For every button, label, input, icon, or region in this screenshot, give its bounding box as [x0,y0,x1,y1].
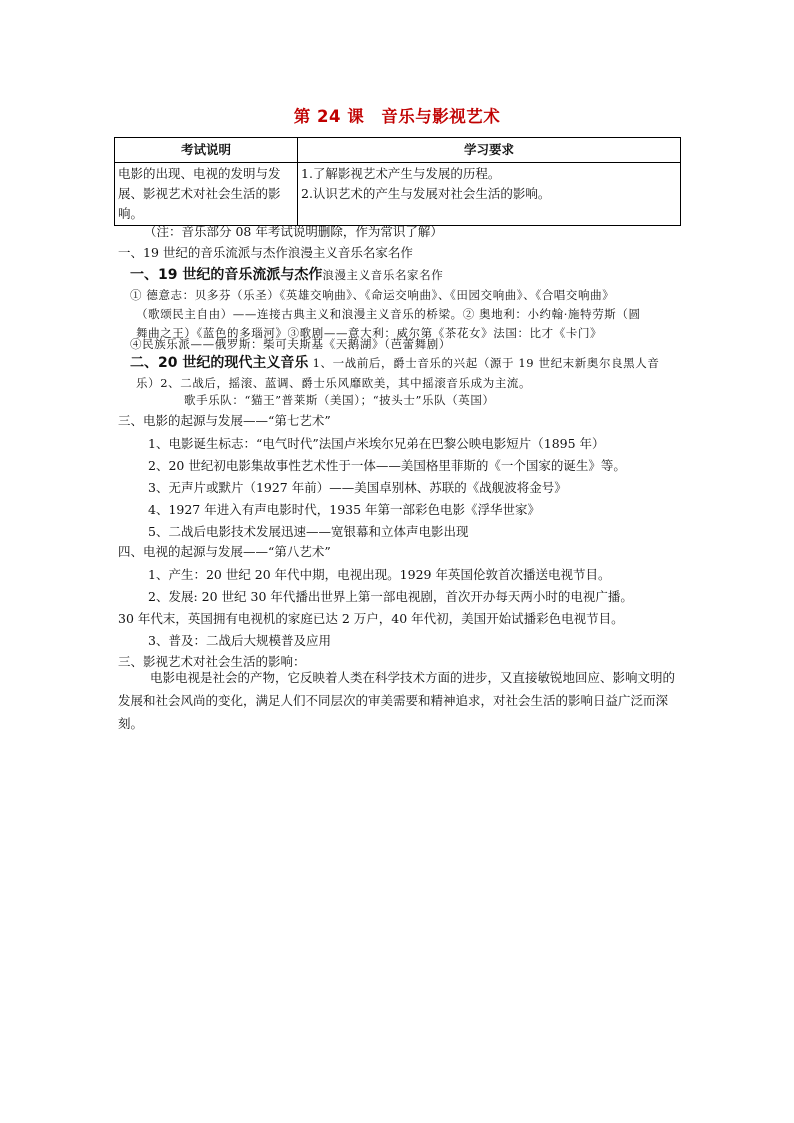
section-2-line-3: 歌手乐队：“猫王”普莱斯（美国）；“披头士”乐队（英国） [184,393,495,407]
section-3-item-1: 1、电影诞生标志：“电气时代”法国卢米埃尔兄弟在巴黎公映电影短片（1895 年） [148,436,605,451]
section-4-item-2: 2、发展: 20 世纪 30 年代播出世界上第一部电视剧，首次开办每天两小时的电视广播。 [148,589,633,604]
section-2-text-1: 1、一战前后，爵士音乐的兴起（源于 19 世纪末新奥尔良黑人音 [308,356,660,370]
lesson-title: 第 24 课 音乐与影视艺术 [293,107,501,126]
exam-description-cell: 电影的出现、电视的发明与发展、影视艺术对社会生活的影响。 [115,163,298,226]
section-1-subheading-tail: 浪漫主义音乐名家名作 [322,268,444,282]
header-exam-description: 考试说明 [115,138,298,163]
section-3-item-3: 3、无声片或默片（1927 年前）——美国卓别林、苏联的《战舰波将金号》 [148,480,567,495]
requirement-2: 2.认识艺术的产生与发展对社会生活的影响。 [301,186,551,201]
section-1-line-3: 舞曲之王）《蓝色的多瑙河》③歌剧——意大利：威尔第《茶花女》法国：比才《卡门》 [136,326,603,340]
header-study-requirements: 学习要求 [298,138,681,163]
note-text: （注：音乐部分 08 年考试说明删除，作为常识了解） [144,224,443,239]
section-3-item-2: 2、20 世纪初电影集故事性艺术性于一体——美国格里菲斯的《一个国家的诞生》等。 [148,458,626,473]
section-1-heading: 一、19 世纪的音乐流派与杰作浪漫主义音乐名家名作 [118,245,413,260]
table-row [115,163,681,226]
table-header-row [115,138,681,163]
requirement-1: 1.了解影视艺术产生与发展的历程。 [301,166,501,181]
section-5-heading: 三、影视艺术对社会生活的影响： [118,654,306,669]
section-1-subheading [130,266,443,284]
section-4-item-3: 3、普及：二战后大规模普及应用 [148,633,331,648]
section-3-heading: 三、电影的起源与发展——“第七艺术” [118,413,331,428]
section-1-line-4: ④民族乐派——俄罗斯：柴可夫斯基《天鹅湖》（芭蕾舞剧） [130,337,451,351]
section-1-line-1: ① 德意志：贝多芬（乐圣）《英雄交响曲》、《命运交响曲》、《田园交响曲》、《合唱交响曲》 [130,288,615,302]
section-5-paragraph: 电影电视是社会的产物，它反映着人类在科学技术方面的进步，又直接敏锐地回应、影响文明的发展和社会风尚的变化，满足人们不同层次的审美需要和精神追求，对社会生活的影响日益广泛而深刻。 [118,670,676,731]
section-1-subheading-main: 一、19 世纪的音乐流派与杰作 [130,267,323,283]
study-requirements-cell [298,163,681,226]
section-2-line-1 [130,354,659,372]
requirements-table [114,137,681,226]
section-2-heading: 二、20 世纪的现代主义音乐 [130,355,309,371]
section-1-line-2: （歌颂民主自由）——连接古典主义和浪漫主义音乐的桥梁。② 奥地利：小约翰·施特劳斯（圆 [136,307,641,321]
section-3-item-5: 5、二战后电影技术发展迅速——宽银幕和立体声电影出现 [148,524,469,539]
section-4-heading: 四、电视的起源与发展——“第八艺术” [118,544,331,559]
section-2-line-2: 乐）2、二战后，摇滚、蓝调、爵士乐风靡欧美，其中摇滚音乐成为主流。 [136,376,532,390]
section-4-item-2-cont: 30 年代末，英国拥有电视机的家庭已达 2 万户，40 年代初，美国开始试播彩色电视节目。 [118,611,624,626]
section-4-item-1: 1、产生：20 世纪 20 年代中期，电视出现。1929 年英国伦敦首次播送电视节目。 [148,567,611,582]
section-3-item-4: 4、1927 年进入有声电影时代，1935 年第一部彩色电影《浮华世家》 [148,502,541,517]
